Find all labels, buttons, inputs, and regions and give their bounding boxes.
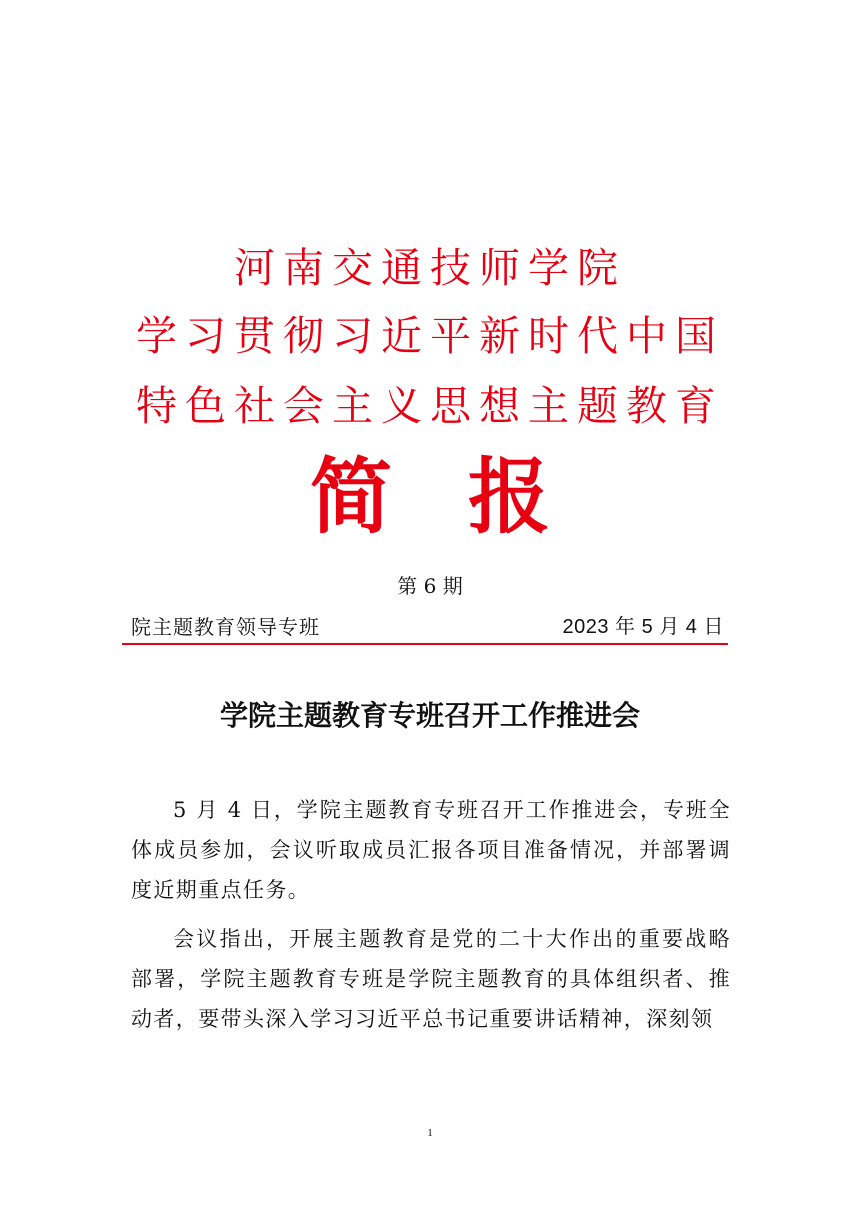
issue-number: 第 6 期 — [397, 574, 463, 598]
issue-date: 2023 年 5 月 4 日 — [562, 616, 724, 638]
bulletin-char-1: 简 — [309, 449, 392, 545]
article-body — [131, 790, 731, 1048]
page-number: 1 — [427, 1127, 433, 1139]
issuer: 院主题教育领导专班 — [131, 615, 320, 639]
header-title-line-1: 河南交通技师学院 — [234, 244, 626, 292]
header-title-line-2: 学习贯彻习近平新时代中国 — [136, 312, 724, 360]
header-divider — [122, 643, 728, 645]
article-paragraph-2: 会议指出，开展主题教育是党的二十大作出的重要战略部署，学院主题教育专班是学院主题教育的具体组织者、推动者，要带头深入学习习近平总书记重要讲话精神，深刻领 — [131, 927, 731, 1031]
article-paragraph-1: 5 月 4 日，学院主题教育专班召开工作推进会，专班全体成员参加，会议听取成员汇报各项目准备情况，并部署调度近期重点任务。 — [131, 798, 731, 902]
bulletin-heading — [0, 449, 860, 545]
bulletin-char-2: 报 — [468, 449, 551, 545]
header-title-line-3: 特色社会主义思想主题教育 — [136, 382, 724, 430]
article-title: 学院主题教育专班召开工作推进会 — [219, 699, 640, 732]
